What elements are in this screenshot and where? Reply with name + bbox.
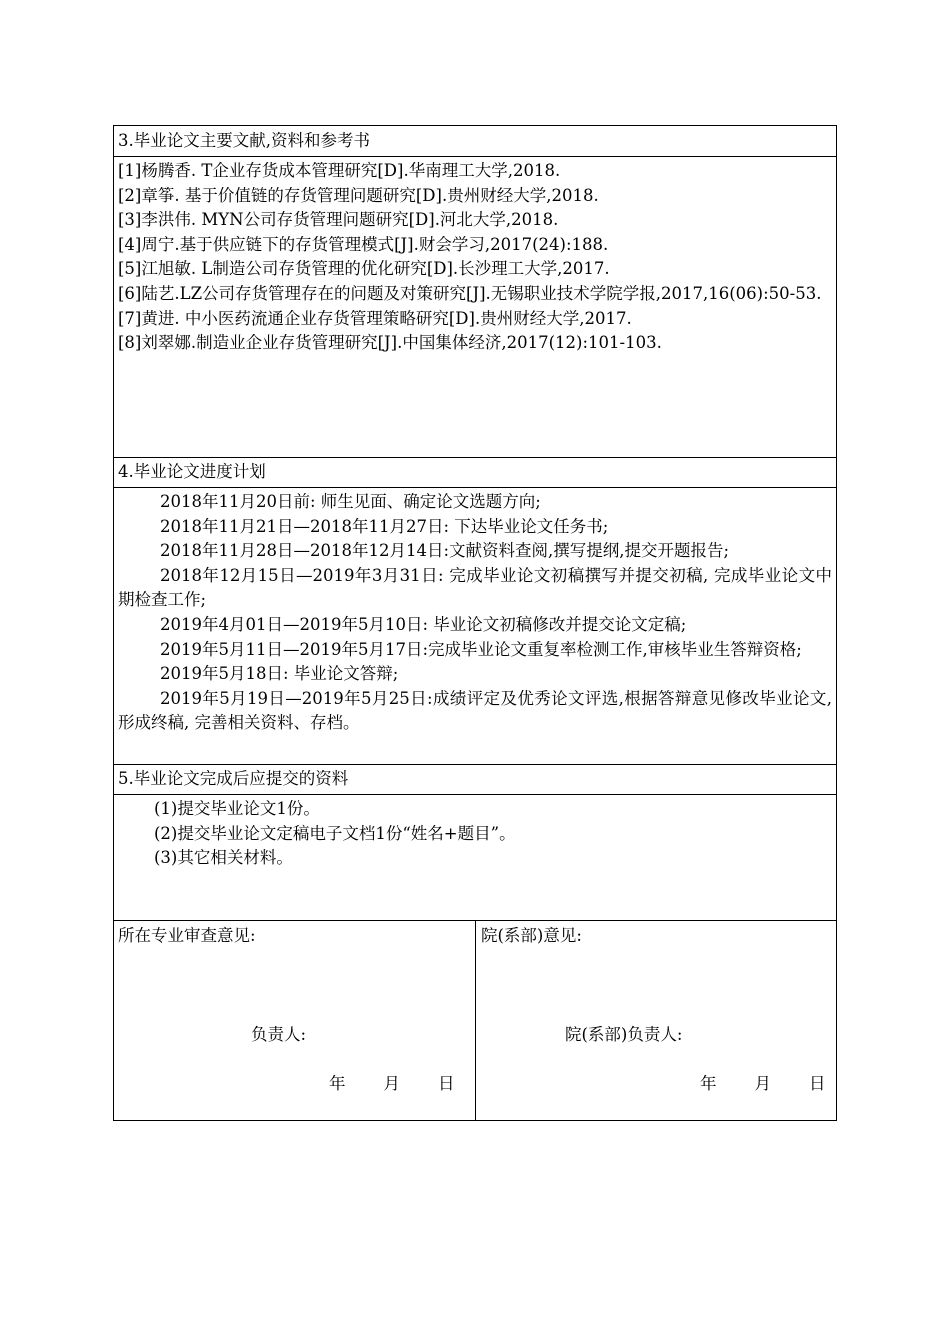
deliverables-list: [118, 797, 832, 871]
reference-item: [7]黄进. 中小医药流通企业存货管理策略研究[D].贵州财经大学,2017.: [118, 308, 632, 328]
year-label: 年: [329, 1074, 346, 1093]
month-label: 月: [754, 1074, 771, 1093]
department-date-line: [700, 1072, 826, 1096]
deliverable-item: (1)提交毕业论文1份。: [154, 799, 320, 818]
day-label: 日: [809, 1074, 826, 1093]
schedule-item: 2019年5月19日—2019年5月25日:成绩评定及优秀论文评选,根据答辩意见修改毕业论文, 形成终稿, 完善相关资料、存档。: [118, 688, 832, 733]
major-responsible-label: 负责人:: [251, 1025, 307, 1044]
department-responsible-label: 院(系部)负责人:: [565, 1025, 683, 1044]
major-date-line: [329, 1072, 455, 1096]
schedule-item: 2018年12月15日—2019年3月31日: 完成毕业论文初稿撰写并提交初稿, 完成毕业论文中期检查工作;: [118, 565, 832, 610]
reference-item: [8]刘翠娜.制造业企业存货管理研究[J].中国集体经济,2017(12):101-103.: [118, 333, 662, 353]
reference-item: [1]杨腾香. T企业存货成本管理研究[D].华南理工大学,2018.: [118, 161, 561, 180]
department-review-title: 院(系部)意见:: [481, 926, 582, 945]
divider: [114, 156, 836, 157]
schedule-item: 2019年5月11日—2019年5月17日:完成毕业论文重复率检测工作,审核毕业生答辩资格;: [160, 639, 802, 659]
day-label: 日: [438, 1074, 455, 1093]
schedule-item: 2018年11月28日—2018年12月14日:文献资料查阅,撰写提纲,提交开题报告;: [160, 541, 730, 561]
schedule-item: 2019年4月01日—2019年5月10日: 毕业论文初稿修改并提交论文定稿;: [160, 614, 687, 634]
deliverables-section-title: 5.毕业论文完成后应提交的资料: [118, 769, 349, 788]
schedule-item: 2018年11月21日—2018年11月27日: 下达毕业论文任务书;: [160, 516, 609, 536]
task-form-table: [113, 125, 837, 1121]
deliverable-item: (2)提交毕业论文定稿电子文档1份“姓名+题目”。: [154, 823, 516, 843]
schedule-item: 2018年11月20日前: 师生见面、确定论文选题方向;: [160, 492, 541, 511]
reference-item: [2]章筝. 基于价值链的存货管理问题研究[D].贵州财经大学,2018.: [118, 185, 599, 205]
month-label: 月: [383, 1074, 400, 1093]
references-section-title: 3.毕业论文主要文献,资料和参考书: [118, 131, 370, 150]
schedule-section-title: 4.毕业论文进度计划: [118, 462, 266, 481]
major-review-title: 所在专业审查意见:: [118, 926, 256, 945]
references-list: [118, 159, 832, 356]
reference-item: [4]周宁.基于供应链下的存货管理模式[J].财会学习,2017(24):188.: [118, 234, 609, 254]
schedule-list: [118, 490, 832, 736]
deliverable-item: (3)其它相关材料。: [154, 848, 293, 868]
divider: [114, 487, 836, 488]
schedule-item: 2019年5月18日: 毕业论文答辩;: [160, 664, 399, 684]
reference-item: [5]江旭敏. L制造公司存货管理的优化研究[D].长沙理工大学,2017.: [118, 259, 610, 279]
divider: [114, 794, 836, 795]
column-divider: [475, 920, 476, 1120]
reference-item: [3]李洪伟. MYN公司存货管理问题研究[D].河北大学,2018.: [118, 210, 559, 230]
year-label: 年: [700, 1074, 717, 1093]
reference-item: [6]陆艺.LZ公司存货管理存在的问题及对策研究[J].无锡职业技术学院学报,2017,16(06):50-53.: [118, 283, 822, 303]
